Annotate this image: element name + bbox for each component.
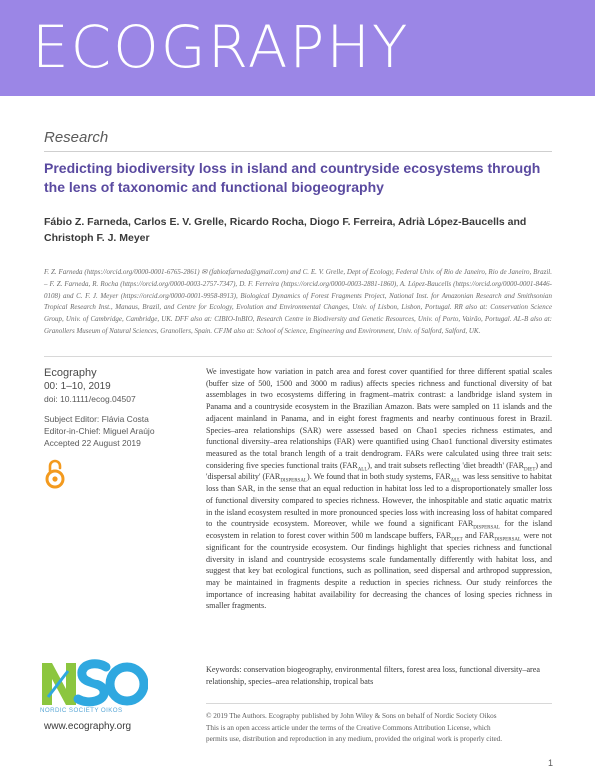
meta-accepted: Accepted 22 August 2019: [44, 438, 141, 448]
open-access-icon: [44, 458, 66, 490]
journal-website-link[interactable]: www.ecography.org: [44, 721, 132, 732]
subscript-dispersal: DISPERSAL: [494, 537, 522, 543]
journal-banner: [0, 0, 595, 96]
subscript-dispersal: DISPERSAL: [280, 479, 307, 485]
nordic-society-oikos-logo: [38, 657, 148, 709]
abstract-text: ). We found that in both study systems, FAR: [307, 472, 451, 482]
meta-doi[interactable]: doi: 10.1111/ecog.04507: [44, 394, 136, 404]
journal-name: ECOGRAPHY: [32, 13, 410, 81]
subscript-diet: DIET: [451, 537, 463, 543]
abstract: [206, 366, 552, 612]
subscript-dispersal: DISPERSAL: [473, 525, 500, 531]
abstract-text: and FAR: [462, 531, 495, 541]
abstract-text: ) and 'dispersal ability' (FAR: [206, 460, 552, 482]
section-divider: [44, 151, 552, 152]
page-number: 1: [548, 758, 554, 768]
author-list: Fábio Z. Farneda, Carlos E. V. Grelle, Ricardo Rocha, Diogo F. Ferreira, Adrià López-Baucells and Christoph F. J. Meyer: [44, 216, 527, 244]
abstract-text: was less sensitive to habitat loss than SAR, in the sense that an equal reduction in habitat loss led to a disproportionately smaller loss of functional diversity compared to species richness. However, the inhospitable and static aquatic matrix in the island ecosystem resulted in more pronounced species loss with increasing loss of habitat compared to the countryside ecosystem. Moreover, while we found a significant FAR: [206, 472, 552, 529]
license-notice: © 2019 The Authors. Ecography published by John Wiley & Sons on behalf of Nordic Society Oikos This is an open access article under the terms of the Creative Commons Attribution License, which permits use, distribution and reproduction in any medium, provided the original work is properly cited.: [206, 712, 503, 744]
subscript-diet: DIET: [524, 467, 536, 473]
affiliations: F. Z. Farneda (https://orcid.org/0000-0001-6765-2861) ✉ (fabiozfarneda@gmail.com) and C. E. V. Grelle, Dept of Ecology, Federal Univ. of Rio de Janeiro, Rio de Janeiro, Brazil. – F. Z. Farneda, R. Rocha (https://orcid.org/0000-0003-2757-7347), D. F. Ferreira (https://orcid.org/0000-0003-2881-1860), A. López-Baucells (https://orcid.org/0000-0001-8446-0108) and C. F. J. Meyer (https://orcid.org/0000-0001-9958-8913), Biological Dynamics of Forest Fragments Project, National Inst. for Amazonian Research and Smithsonian Tropical Research Inst., Manaus, Brazil, and Centre for Ecology, Evolution and Environmental Changes, Univ. of Lisbon, Lisbon, Portugal. RR also at: Conservation Science Group, Univ. of Cambridge, Cambridge, UK. DFF also at: CIBIO-InBIO, Research Centre in Biodiversity and Genetic Resources, Univ. of Porto, Vairão, Portugal. AL-B also at: Granollers Museum of Natural Sciences, Granollers, Spain. CFJM also at: School of Science, Engineering and Environment, Univ. of Salford, Salford, UK.: [44, 268, 552, 335]
keywords-divider: [206, 703, 552, 704]
article-metadata: [44, 366, 194, 449]
article-title: Predicting biodiversity loss in island and countryside ecosystems through the lens of taxonomic and functional biogeography: [44, 160, 541, 195]
subscript-all: ALL: [357, 467, 368, 473]
section-label: Research: [44, 129, 109, 146]
society-name: NORDIC SOCIETY OIKOS: [40, 707, 123, 714]
abstract-text: were not significant for the countryside ecosystem. Our findings highlight that species richness and functional diversity in island and countryside ecosystems scale fundamentally differently with habitat loss, and suggest that key bat ecological functions, such as pollination, seed dispersal and arthropod suppression, may be maintained in fragments despite a reduction in species richness. Our study reinforces the importance of increasing habitat availability for decreasing the chances of losing species richness in smaller fragments.: [206, 531, 552, 611]
abstract-text: We investigate how variation in patch area and forest cover quantified for three different spatial scales (buffer size of 500, 1500 and 3000 m radius) affects species richness and functional diversity of bat assemblages in two ecosystems differing in fragment–matrix contrast: a landbridge island system in Panama and a countryside ecosystem in the Brazilian Amazon. Bats were sampled on 11 islands and the adjacent mainland in Panama, and in eight forest fragments and nearby continuous forest in Brazil. Species–area relationships (SAR) were assessed based on Chao1 species richness estimates, and functional diversity–area relationships (FAR) were quantified using Chao1 functional diversity estimates measured as the total branch length of a trait dendrogram. FARs were calculated using three trait sets: considering five species functional traits (FAR: [206, 367, 552, 470]
abstract-text: for the island ecosystem in relation to forest cover within 500 m landscape buffers, FAR: [206, 519, 552, 541]
meta-journal: Ecography: [44, 367, 97, 379]
subscript-all: ALL: [450, 479, 461, 485]
abstract-text: ), and trait subsets reflecting 'diet breadth' (FAR: [367, 460, 524, 470]
meta-volume: 00: 1–10, 2019: [44, 381, 111, 392]
keywords: Keywords: conservation biogeography, environmental filters, forest area loss, functional diversity–area relationship, species–area relationship, tropical bats: [206, 665, 540, 686]
affiliations-divider: [44, 356, 552, 357]
meta-editor-in-chief: Editor-in-Chief: Miguel Araújo: [44, 426, 155, 436]
meta-subject-editor: Subject Editor: Flávia Costa: [44, 414, 149, 424]
